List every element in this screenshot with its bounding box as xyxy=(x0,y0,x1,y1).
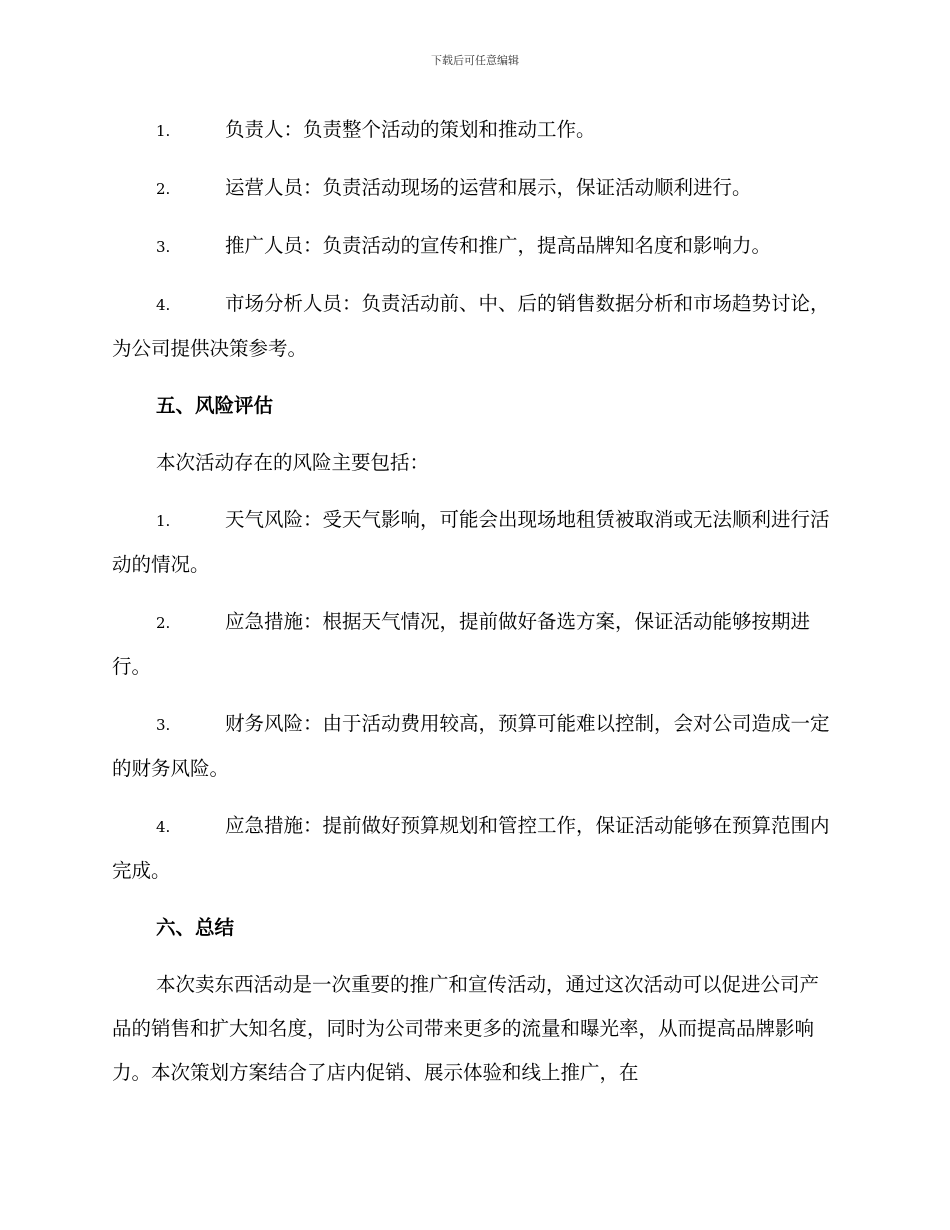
list-item-number: 2. xyxy=(156,180,171,198)
list-item-text: 推广人员：负责活动的宣传和推广，提高品牌知名度和影响力。 xyxy=(225,234,772,257)
list-item xyxy=(112,498,834,587)
list-item xyxy=(112,702,834,791)
list-item xyxy=(112,282,834,371)
list-item-text: 负责人：负责整个活动的策划和推动工作。 xyxy=(225,118,596,141)
list-item-text: 财务风险：由于活动费用较高，预算可能难以控制，会对公司造成一定的财务风险。 xyxy=(112,712,830,780)
list-item xyxy=(112,600,834,689)
list-item-number: 3. xyxy=(156,716,171,734)
list-item-number: 3. xyxy=(156,238,171,256)
page-header: 下载后可任意编辑 xyxy=(431,54,519,67)
list-item-text: 应急措施：根据天气情况，提前做好备选方案，保证活动能够按期进行。 xyxy=(112,610,811,678)
list-item-number: 4. xyxy=(156,818,171,836)
summary-paragraph: 本次卖东西活动是一次重要的推广和宣传活动，通过这次活动可以促进公司产品的销售和扩大知名度，同时为公司带来更多的流量和曝光率，从而提高品牌影响力。本次策划方案结合了店内促销、展示体验和线上推广，在 xyxy=(112,973,820,1084)
list-item-text: 应急措施：提前做好预算规划和管控工作，保证活动能够在预算范围内完成。 xyxy=(112,814,830,882)
list-item-text: 运营人员：负责活动现场的运营和展示，保证活动顺利进行。 xyxy=(225,176,752,199)
list-item-number: 4. xyxy=(156,296,171,314)
list-item-number: 1. xyxy=(156,512,171,530)
section-heading: 六、总结 xyxy=(156,916,235,939)
list-item xyxy=(112,108,834,153)
list-item xyxy=(112,804,834,893)
document-body xyxy=(112,108,834,1095)
list-item xyxy=(112,166,834,211)
list-item-text: 天气风险：受天气影响，可能会出现场地租赁被取消或无法顺利进行活动的情况。 xyxy=(112,508,830,576)
section-intro: 本次活动存在的风险主要包括： xyxy=(156,451,430,474)
list-item-number: 2. xyxy=(156,614,171,632)
list-item xyxy=(112,224,834,269)
list-item-text: 市场分析人员：负责活动前、中、后的销售数据分析和市场趋势讨论，为公司提供决策参考。 xyxy=(112,292,830,360)
list-item-number: 1. xyxy=(156,122,171,140)
section-heading: 五、风险评估 xyxy=(156,394,274,417)
